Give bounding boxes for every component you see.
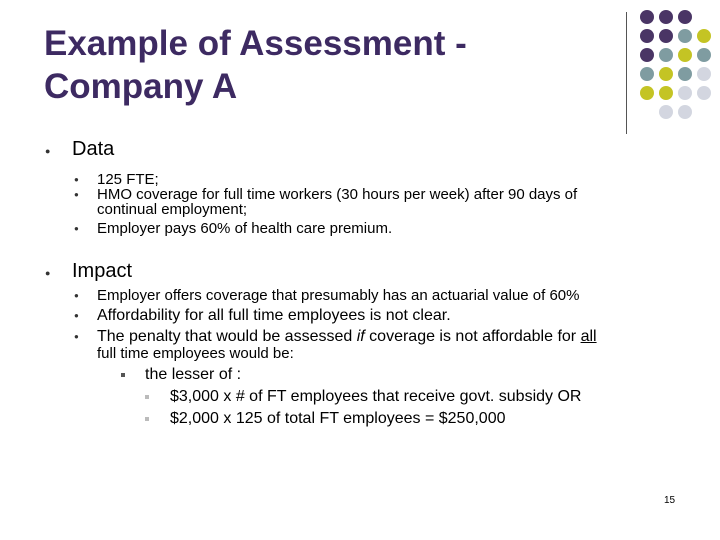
decor-dot [678,29,692,43]
decor-dot [640,86,654,100]
decor-dot [640,29,654,43]
bullet-icon: ● [74,224,79,233]
decor-dot [697,67,711,81]
decorative-divider [626,12,627,134]
square-bullet-icon [145,417,149,421]
bullet-icon: ● [74,332,79,341]
penalty-continued: full time employees would be: [97,345,294,362]
data-item: HMO coverage for full time workers (30 hours per week) after 90 days of [97,186,578,203]
slide-title-line-2: Company A [44,67,238,106]
decor-dot [640,10,654,24]
decor-dot [659,29,673,43]
lesser-of-item: the lesser of : [145,366,242,383]
page-number: 15 [664,495,676,506]
data-item: 125 FTE; [97,171,159,188]
penalty-line [97,329,597,345]
decor-dot [659,67,673,81]
bullet-icon: ● [45,146,51,156]
penalty-underline: all [580,328,597,345]
square-bullet-icon [145,395,149,399]
decor-dot [697,29,711,43]
decor-dot [659,86,673,100]
decor-dot [678,86,692,100]
bullet-icon: ● [74,175,79,184]
decor-dot [697,48,711,62]
decor-dot [678,67,692,81]
penalty-text: coverage is not affordable for [364,328,581,345]
decor-dot [640,48,654,62]
bullet-icon: ● [74,311,79,320]
bullet-icon: ● [74,291,79,300]
slide-title-line-1: Example of Assessment - [44,24,467,63]
decor-dot [678,105,692,119]
decor-dot [640,67,654,81]
penalty-option: $3,000 x # of FT employees that receive govt. subsidy OR [170,388,582,405]
decor-dot [678,10,692,24]
data-item-continued: continual employment; [97,201,248,218]
impact-item: Affordability for all full time employees is not clear. [97,307,451,324]
slide-title [44,22,584,108]
impact-item: Employer offers coverage that presumably has an actuarial value of 60% [97,287,580,304]
decor-dot [659,105,673,119]
bullet-icon: ● [74,190,79,199]
decor-dot [659,48,673,62]
impact-heading: Impact [72,260,133,282]
data-heading: Data [72,138,115,160]
decor-dot [678,48,692,62]
penalty-option: $2,000 x 125 of total FT employees = $250,000 [170,410,506,427]
data-item: Employer pays 60% of health care premium. [97,220,393,237]
bullet-icon: ● [45,268,51,278]
penalty-text: The penalty that would be assessed [97,328,357,345]
decor-dot [697,86,711,100]
penalty-emphasis: if [356,328,365,345]
square-bullet-icon [121,373,125,377]
decor-dot [659,10,673,24]
